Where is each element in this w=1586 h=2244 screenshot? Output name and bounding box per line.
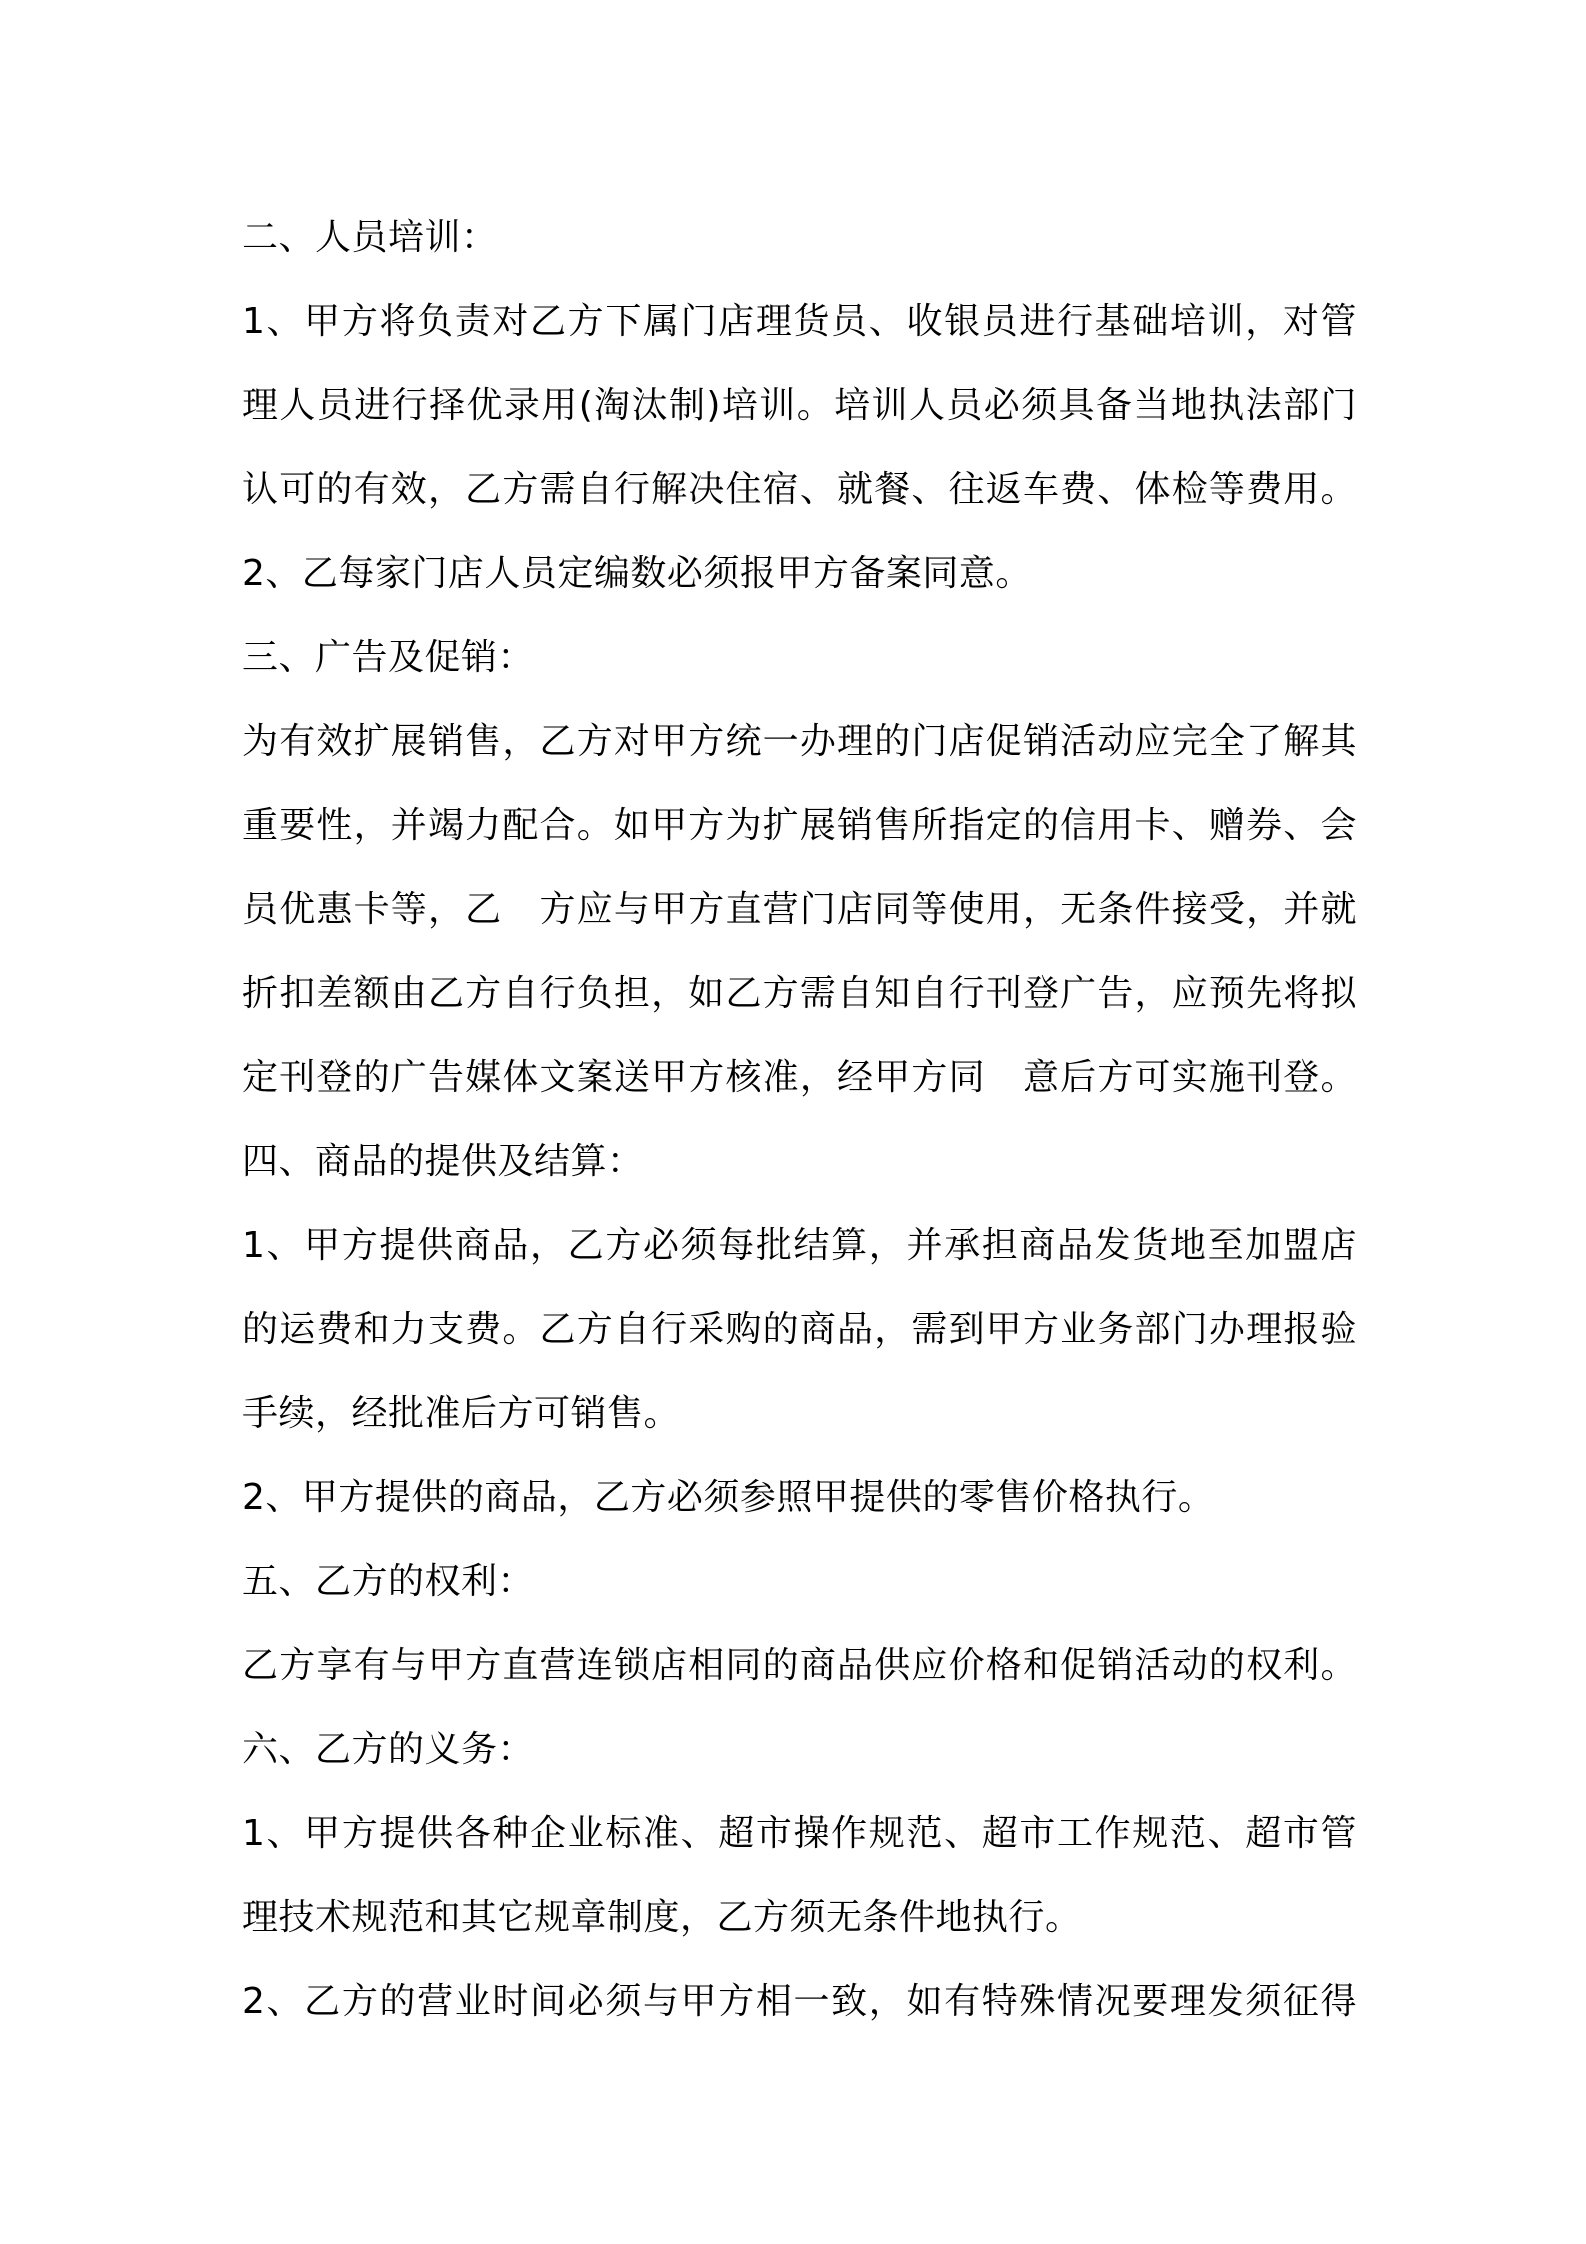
- text-line: 二、人员培训：: [242, 217, 498, 258]
- text-line: 重要性，并竭力配合。如甲方为扩展销售所指定的信用卡、赠券、会: [242, 805, 1357, 846]
- text-line: 2、乙方的营业时间必须与甲方相一致，如有特殊情况要理发须征得: [242, 1981, 1357, 2022]
- text-line: 2、甲方提供的商品，乙方必须参照甲提供的零售价格执行。: [242, 1477, 1215, 1518]
- text-line: 六、乙方的义务：: [242, 1729, 535, 1770]
- text-line: 手续，经批准后方可销售。: [242, 1393, 681, 1434]
- text-line: 四、商品的提供及结算：: [242, 1141, 644, 1182]
- text-line: 理技术规范和其它规章制度，乙方须无条件地执行。: [242, 1897, 1082, 1938]
- text-line: 五、乙方的权利：: [242, 1561, 535, 1602]
- text-line: 2、乙每家门店人员定编数必须报甲方备案同意。: [242, 553, 1032, 594]
- document-body: [242, 196, 1357, 2044]
- text-line: 1、甲方提供各种企业标准、超市操作规范、超市工作规范、超市管: [242, 1813, 1357, 1854]
- text-line: 折扣差额由乙方自行负担，如乙方需自知自行刊登广告，应预先将拟: [242, 973, 1357, 1014]
- text-line: 认可的有效，乙方需自行解决住宿、就餐、往返车费、体检等费用。: [242, 469, 1357, 510]
- text-line: 三、广告及促销：: [242, 637, 535, 678]
- text-line: 乙方享有与甲方直营连锁店相同的商品供应价格和促销活动的权利。: [242, 1645, 1357, 1686]
- text-line: 理人员进行择优录用(淘汰制)培训。培训人员必须具备当地执法部门: [242, 385, 1357, 426]
- text-line: 为有效扩展销售，乙方对甲方统一办理的门店促销活动应完全了解其: [242, 721, 1357, 762]
- text-line: 1、甲方提供商品，乙方必须每批结算，并承担商品发货地至加盟店: [242, 1225, 1357, 1266]
- text-line: 员优惠卡等，乙 方应与甲方直营门店同等使用，无条件接受，并就: [242, 889, 1357, 930]
- text-line: 1、甲方将负责对乙方下属门店理货员、收银员进行基础培训，对管: [242, 301, 1357, 342]
- text-line: 定刊登的广告媒体文案送甲方核准，经甲方同 意后方可实施刊登。: [242, 1057, 1357, 1098]
- text-line: 的运费和力支费。乙方自行采购的商品，需到甲方业务部门办理报验: [242, 1309, 1357, 1350]
